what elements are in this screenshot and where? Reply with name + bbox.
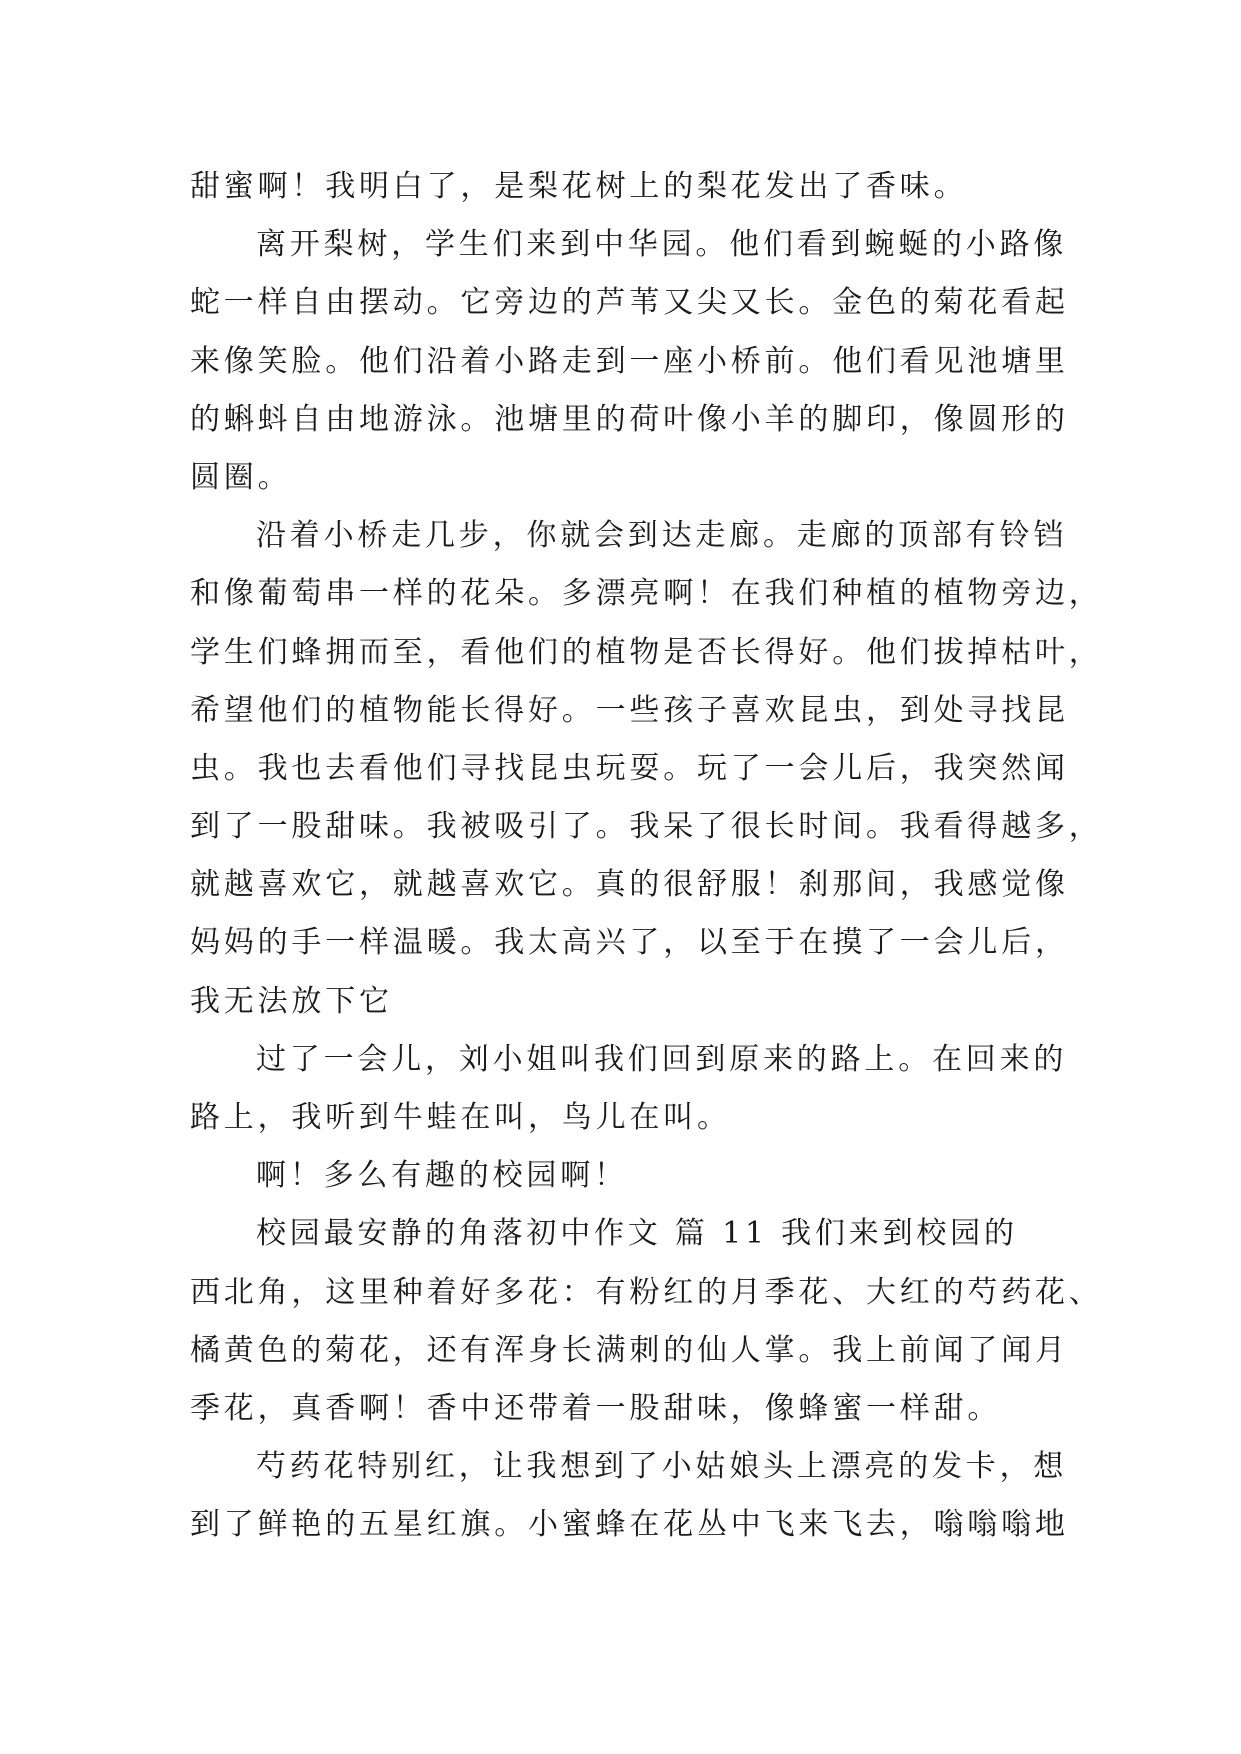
text-line: 就越喜欢它，就越喜欢它。真的很舒服！刹那间，我感觉像 bbox=[190, 867, 1069, 903]
text-line: 的蝌蚪自由地游泳。池塘里的荷叶像小羊的脚印，像圆形的 bbox=[190, 401, 1069, 437]
text-line: 蛇一样自由摆动。它旁边的芦苇又尖又长。金色的菊花看起 bbox=[190, 285, 1069, 321]
text-line: 来像笑脸。他们沿着小路走到一座小桥前。他们看见池塘里 bbox=[190, 343, 1069, 379]
text-line: 沿着小桥走几步，你就会到达走廊。走廊的顶部有铃铛 bbox=[256, 518, 1068, 554]
text-line: 到了鲜艳的五星红旗。小蜜蜂在花丛中飞来飞去，嗡嗡嗡地 bbox=[190, 1507, 1069, 1543]
text-line: 芍药花特别红，让我想到了小姑娘头上漂亮的发卡，想 bbox=[256, 1449, 1068, 1485]
text-line: 甜蜜啊！我明白了，是梨花树上的梨花发出了香味。 bbox=[190, 169, 968, 204]
text-line: 圆圈。 bbox=[190, 459, 292, 495]
text-line: 我无法放下它 bbox=[190, 983, 393, 1019]
text-line: 虫。我也去看他们寻找昆虫玩耍。玩了一会儿后，我突然闻 bbox=[190, 750, 1069, 786]
text-line: 季花，真香啊！香中还带着一股甜味，像蜂蜜一样甜。 bbox=[190, 1390, 1002, 1426]
text-line: 西北角，这里种着好多花：有粉红的月季花、大红的芍药花、 bbox=[190, 1274, 1103, 1310]
document-body bbox=[190, 158, 1103, 1555]
text-line: 希望他们的植物能长得好。一些孩子喜欢昆虫，到处寻找昆 bbox=[190, 692, 1069, 728]
text-line: 到了一股甜味。我被吸引了。我呆了很长时间。我看得越多， bbox=[190, 809, 1103, 845]
text-line: 学生们蜂拥而至，看他们的植物是否长得好。他们拔掉枯叶， bbox=[190, 634, 1103, 670]
text-line: 啊！多么有趣的校园啊！ bbox=[256, 1158, 628, 1194]
text-line: 校园最安静的角落初中作文 篇 11 我们来到校园的 bbox=[256, 1216, 1018, 1252]
text-line: 橘黄色的菊花，还有浑身长满刺的仙人掌。我上前闻了闻月 bbox=[190, 1332, 1069, 1368]
text-line: 路上，我听到牛蛙在叫，鸟儿在叫。 bbox=[190, 1100, 731, 1135]
text-line: 和像葡萄串一样的花朵。多漂亮啊！在我们种植的植物旁边， bbox=[190, 576, 1103, 612]
text-line: 妈妈的手一样温暖。我太高兴了，以至于在摸了一会儿后， bbox=[190, 925, 1069, 961]
text-line: 离开梨树，学生们来到中华园。他们看到蜿蜒的小路像 bbox=[256, 227, 1068, 263]
text-line: 过了一会儿，刘小姐叫我们回到原来的路上。在回来的 bbox=[256, 1041, 1068, 1077]
